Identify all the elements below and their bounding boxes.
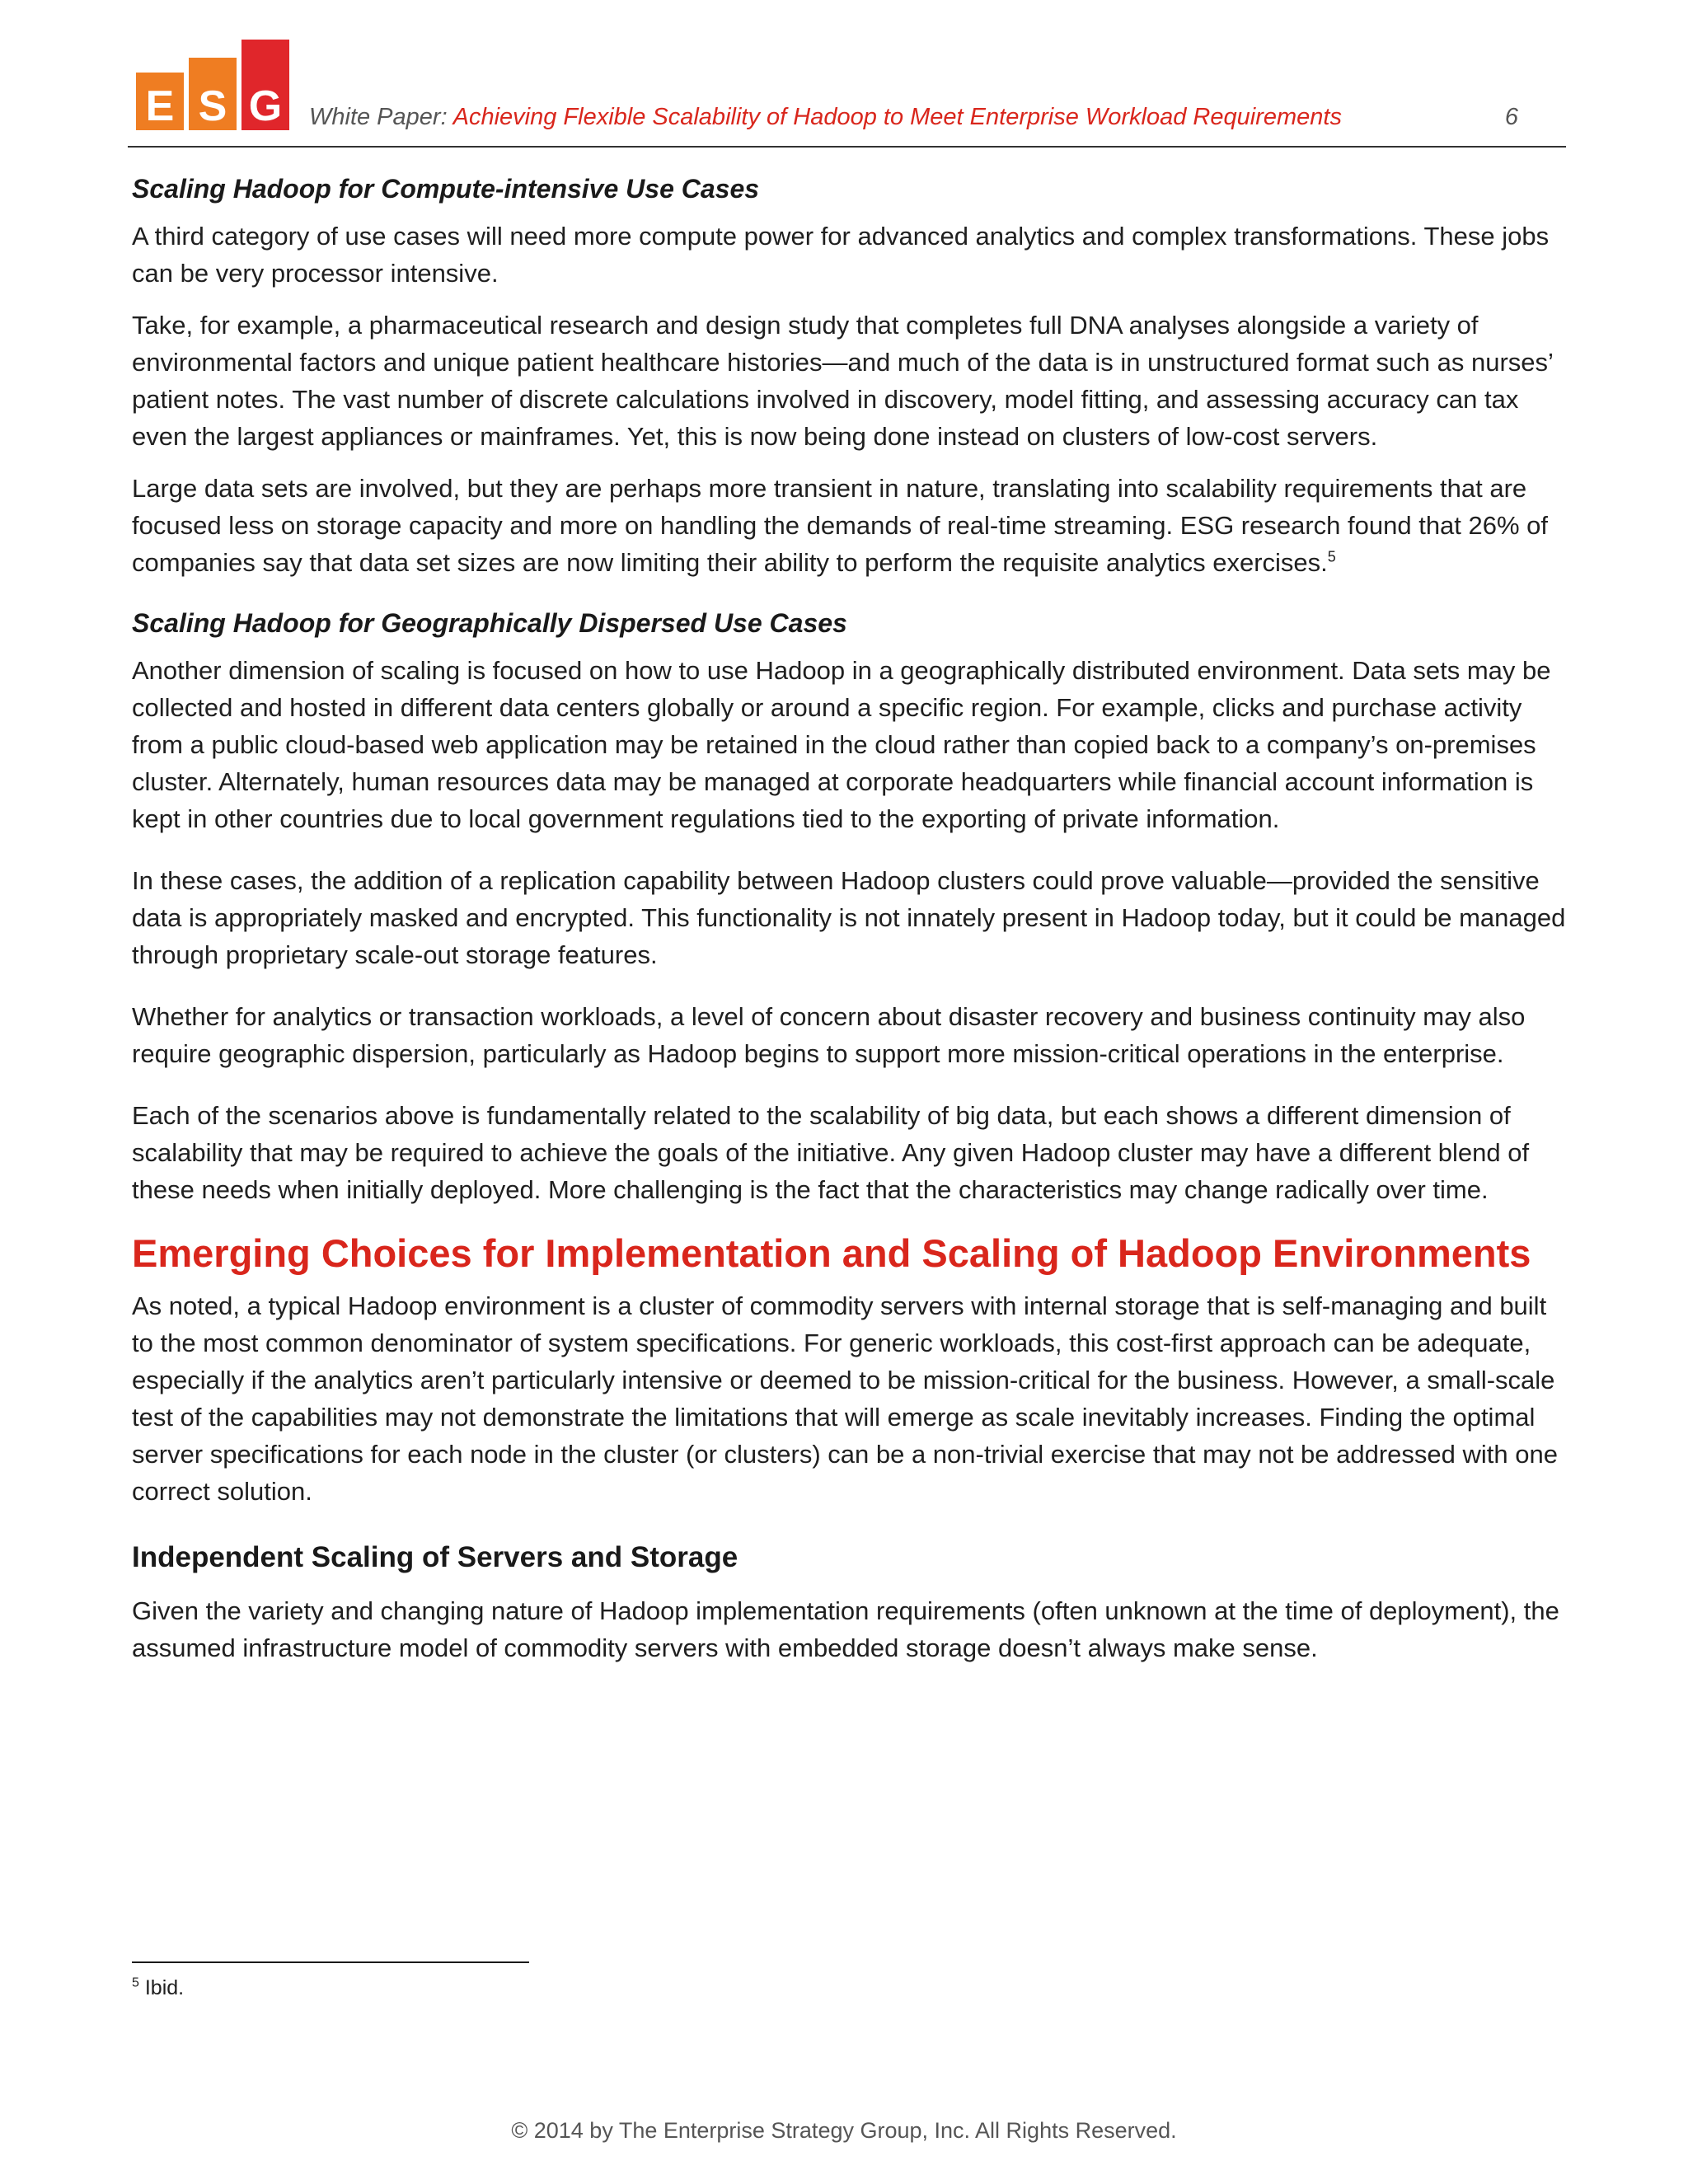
- compute-heading: Scaling Hadoop for Compute-intensive Use Cases: [132, 174, 760, 204]
- page-body: [132, 171, 1566, 1681]
- compute-paragraph-1: A third category of use cases will need more compute power for advanced analytics and complex transformations. These jobs can be very processor intensive.: [132, 222, 1550, 288]
- footnote-reference[interactable]: 5: [1327, 548, 1336, 565]
- footnote-text: Ibid.: [144, 1976, 185, 1999]
- emerging-paragraph-1: As noted, a typical Hadoop environment is a cluster of commodity servers with internal storage that is self-managing and built to the most common denominator of system specifications. For generic workloads, this cost-first approach can be adequate, especially if the analytics aren’t particularly intensive or deemed to be mission-critical for the business. However, a small-scale test of the capabilities may not demonstrate the limitations that will emerge as scale inevitably increases. Finding the optimal server specifications for each node in the cluster (or clusters) can be a non-trivial exercise that may not be addressed with one correct solution.: [132, 1291, 1558, 1506]
- geo-paragraph-4: Each of the scenarios above is fundamentally related to the scalability of big data, but each shows a different dimension of scalability that may be required to achieve the goals of the initiative. Any given Hadoop cluster may have a different blend of these needs when initially deployed. More challenging is the fact that the characteristics may change radically over time.: [132, 1101, 1530, 1204]
- footnote-divider: [132, 1961, 529, 1963]
- emerging-section-title: Emerging Choices for Implementation and Scaling of Hadoop Environments: [132, 1231, 1531, 1275]
- footnote-number: 5: [132, 1975, 139, 1990]
- independent-heading: Independent Scaling of Servers and Storage: [132, 1541, 738, 1573]
- header-prefix: White Paper:: [309, 104, 453, 130]
- compute-paragraph-3-text: Large data sets are involved, but they are perhaps more transient in nature, translating into scalability requirements that are focused less on storage capacity and more on handling the demands of real-time streaming. ESG research found that 26% of companies say that data set sizes are now limiting their ability to perform the requisite analytics exercises.: [132, 474, 1549, 577]
- logo-letter-g: G: [248, 82, 283, 130]
- compute-paragraph-2: Take, for example, a pharmaceutical research and design study that completes full DNA analyses alongside a variety of environmental factors and unique patient healthcare histories—and much of the data is in unstructured format such as nurses’ patient notes. The vast number of discrete calculations involved in discovery, model fitting, and assessing accuracy can tax even the largest appliances or mainframes. Yet, this is now being done instead on clusters of low-cost servers.: [132, 311, 1553, 451]
- footnote: [132, 1976, 184, 2000]
- logo-letter-e: E: [145, 82, 175, 130]
- geo-paragraph-3: Whether for analytics or transaction workloads, a level of concern about disaster recovery and business continuity may also require geographic dispersion, particularly as Hadoop begins to support more mission-critical operations in the enterprise.: [132, 1002, 1526, 1068]
- geo-paragraph-2: In these cases, the addition of a replication capability between Hadoop clusters could prove valuable—provided the sensitive data is appropriately masked and encrypted. This functionality is not innately present in Hadoop today, but it could be managed through proprietary scale-out storage features.: [132, 866, 1566, 969]
- compute-paragraph-3: [132, 470, 1566, 581]
- document-title: Achieving Flexible Scalability of Hadoop to Meet Enterprise Workload Requirements: [452, 104, 1342, 130]
- page-footer: © 2014 by The Enterprise Strategy Group, Inc. All Rights Reserved.: [511, 2118, 1177, 2143]
- header-divider: [128, 146, 1566, 148]
- page-number: 6: [1504, 104, 1518, 130]
- independent-paragraph-1: Given the variety and changing nature of Hadoop implementation requirements (often unknown at the time of deployment), the assumed infrastructure model of commodity servers with embedded storage doesn’t always make sense.: [132, 1596, 1559, 1662]
- geo-paragraph-1: Another dimension of scaling is focused on how to use Hadoop in a geographically distributed environment. Data sets may be collected and hosted in different data centers globally or around a specific region. For example, clicks and purchase activity from a public cloud-based web application may be retained in the cloud rather than copied back to a company’s on-premises cluster. Alternately, human resources data may be managed at corporate headquarters while financial account information is kept in other countries due to local government regulations tied to the exporting of private information.: [132, 656, 1551, 833]
- geo-heading: Scaling Hadoop for Geographically Dispersed Use Cases: [132, 608, 847, 638]
- esg-logo: [136, 40, 301, 130]
- page-header: [128, 40, 1566, 148]
- logo-letter-s: S: [198, 82, 227, 130]
- header-title: [309, 104, 1342, 131]
